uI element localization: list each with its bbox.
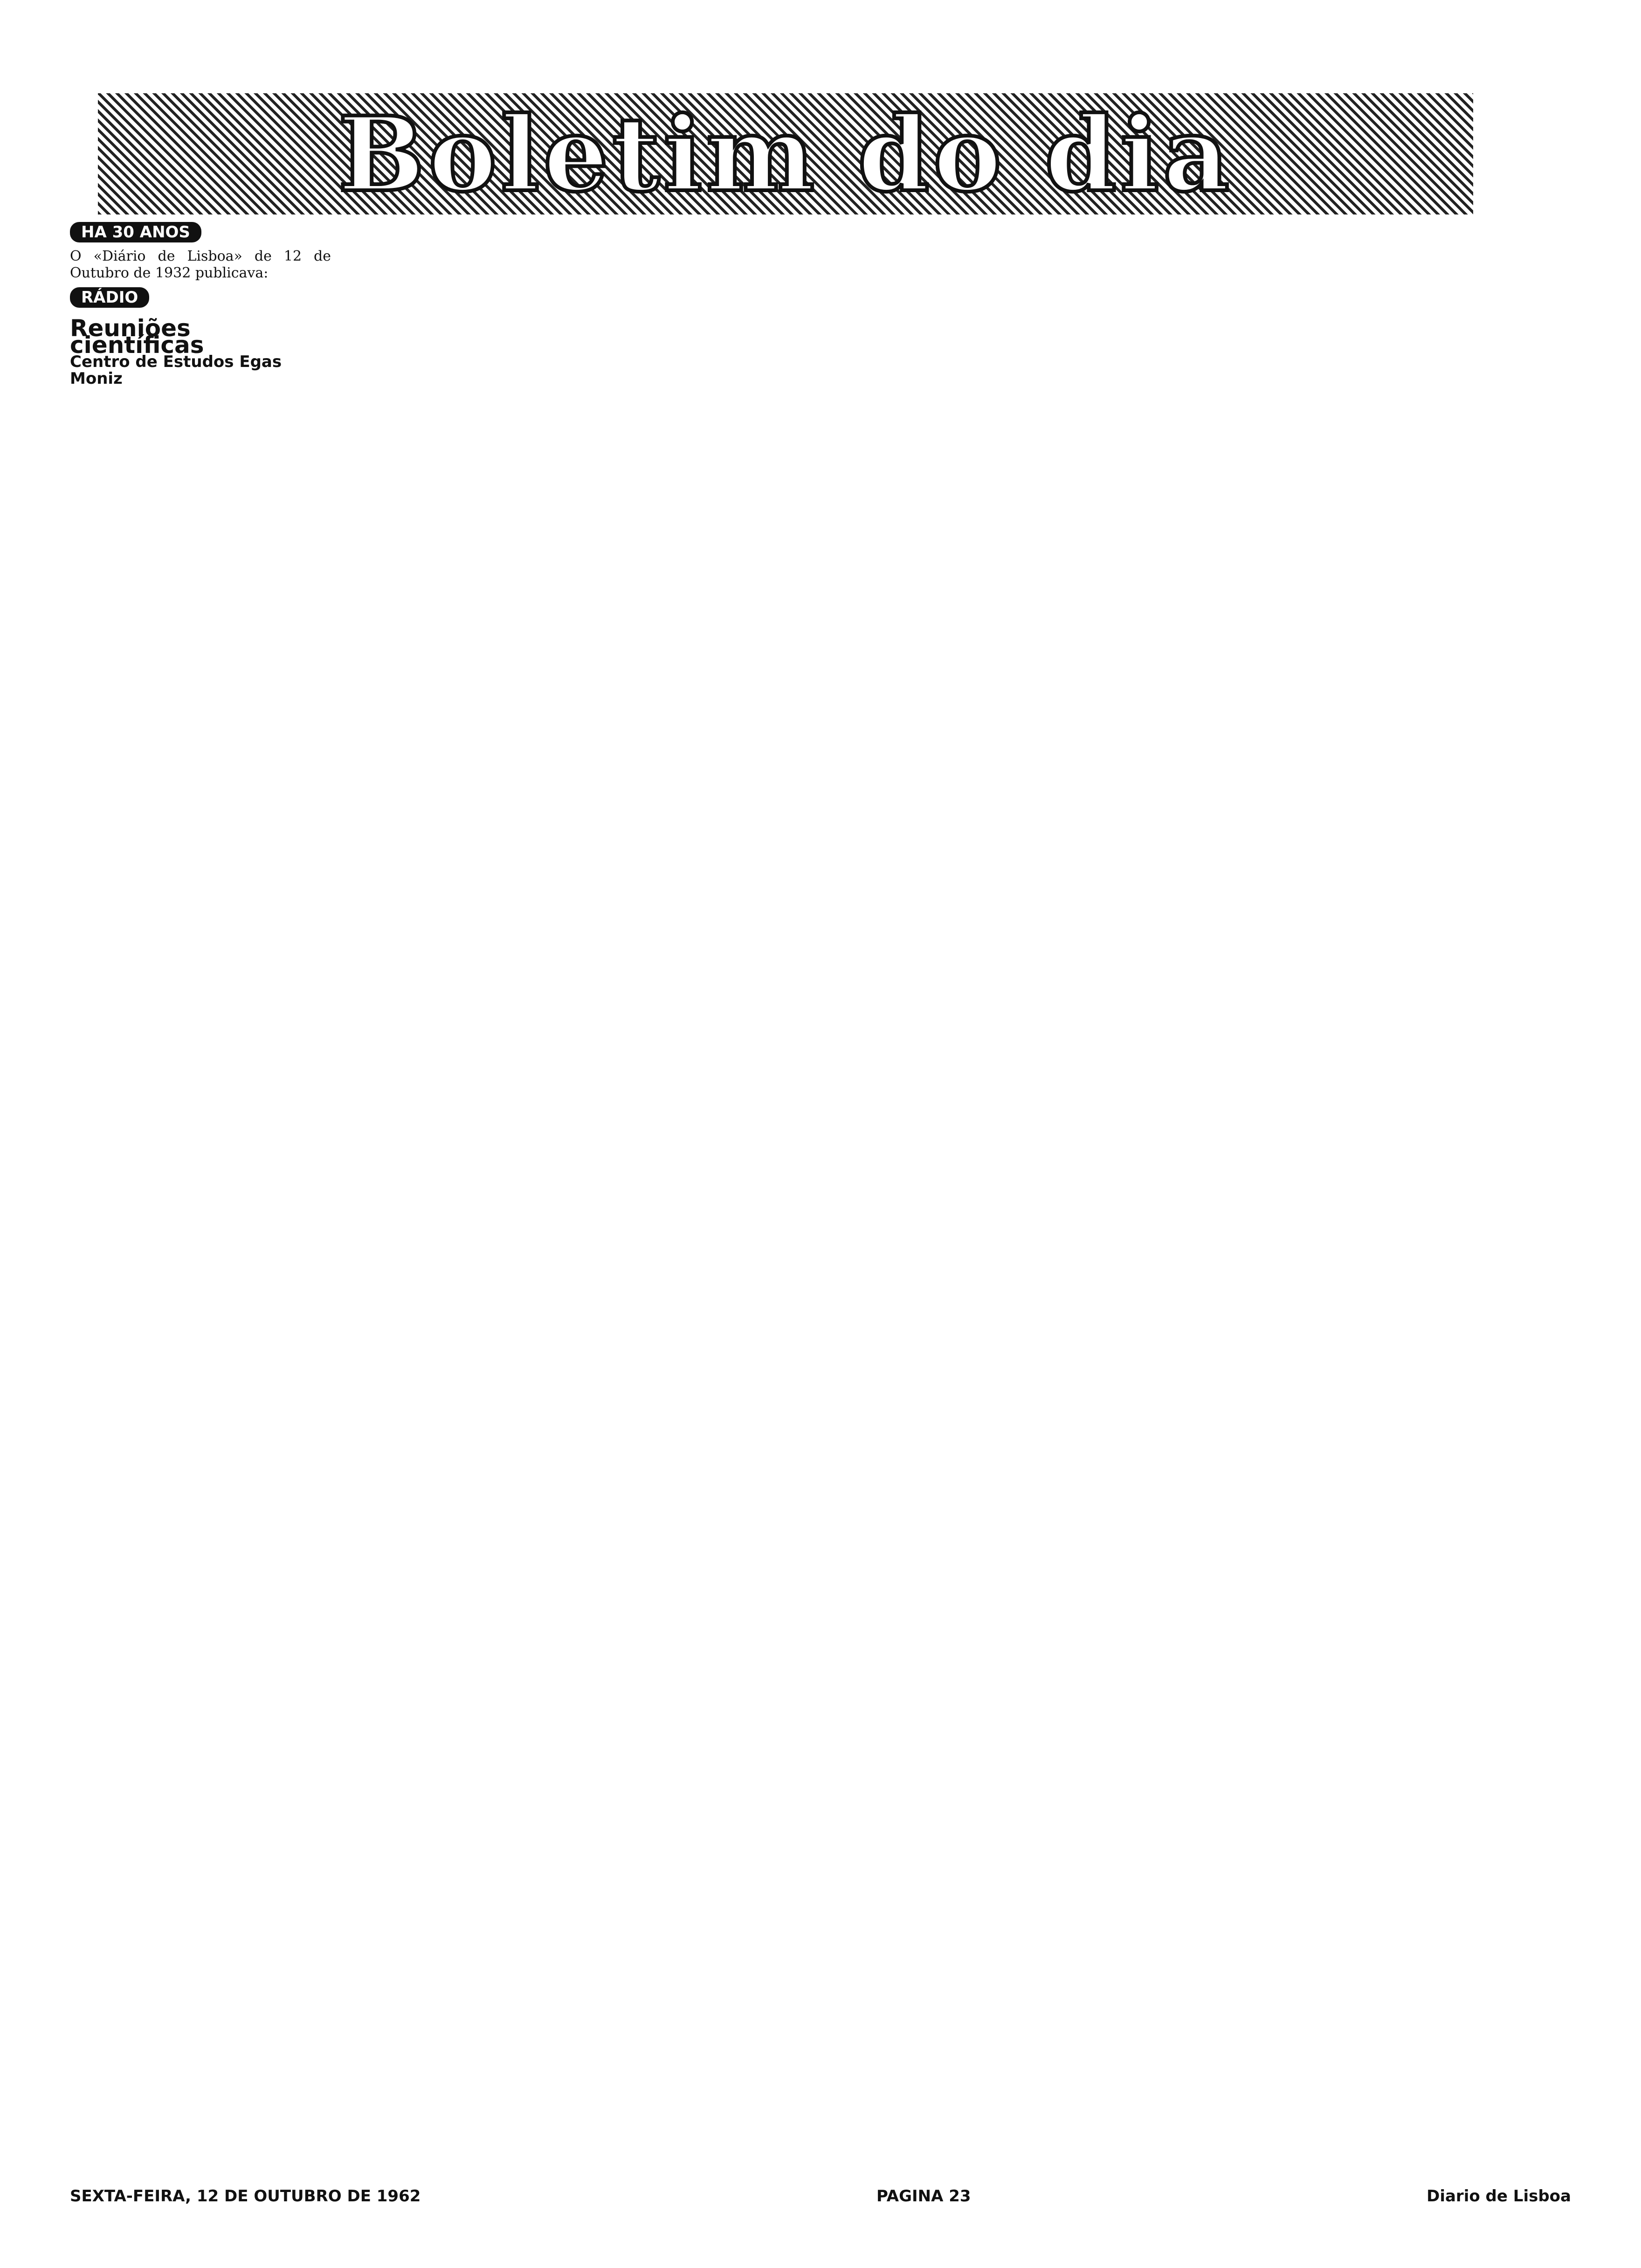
reunioes-headline: Reuniões científicas — [70, 315, 204, 359]
column-1 — [70, 219, 331, 387]
section-tag-ha-30-anos: HA 30 ANOS — [70, 222, 201, 242]
page-footer — [70, 2187, 1571, 2206]
reunioes-subhead: Centro de Estudos Egas Moniz — [70, 353, 282, 388]
footer-page: PAGINA 23 — [876, 2187, 971, 2206]
footer-date: SEXTA-FEIRA, 12 DE OUTUBRO DE 1962 — [70, 2187, 421, 2206]
masthead-title: Boletim do dia — [338, 93, 1233, 214]
ha-30-anos-text: O «Diário de Lisboa» de 12 de Outubro de 1932 publicava: — [70, 248, 331, 281]
masthead — [98, 93, 1473, 214]
footer-paper: Diario de Lisboa — [1427, 2187, 1571, 2206]
section-tag-radio: RÁDIO — [70, 287, 149, 308]
